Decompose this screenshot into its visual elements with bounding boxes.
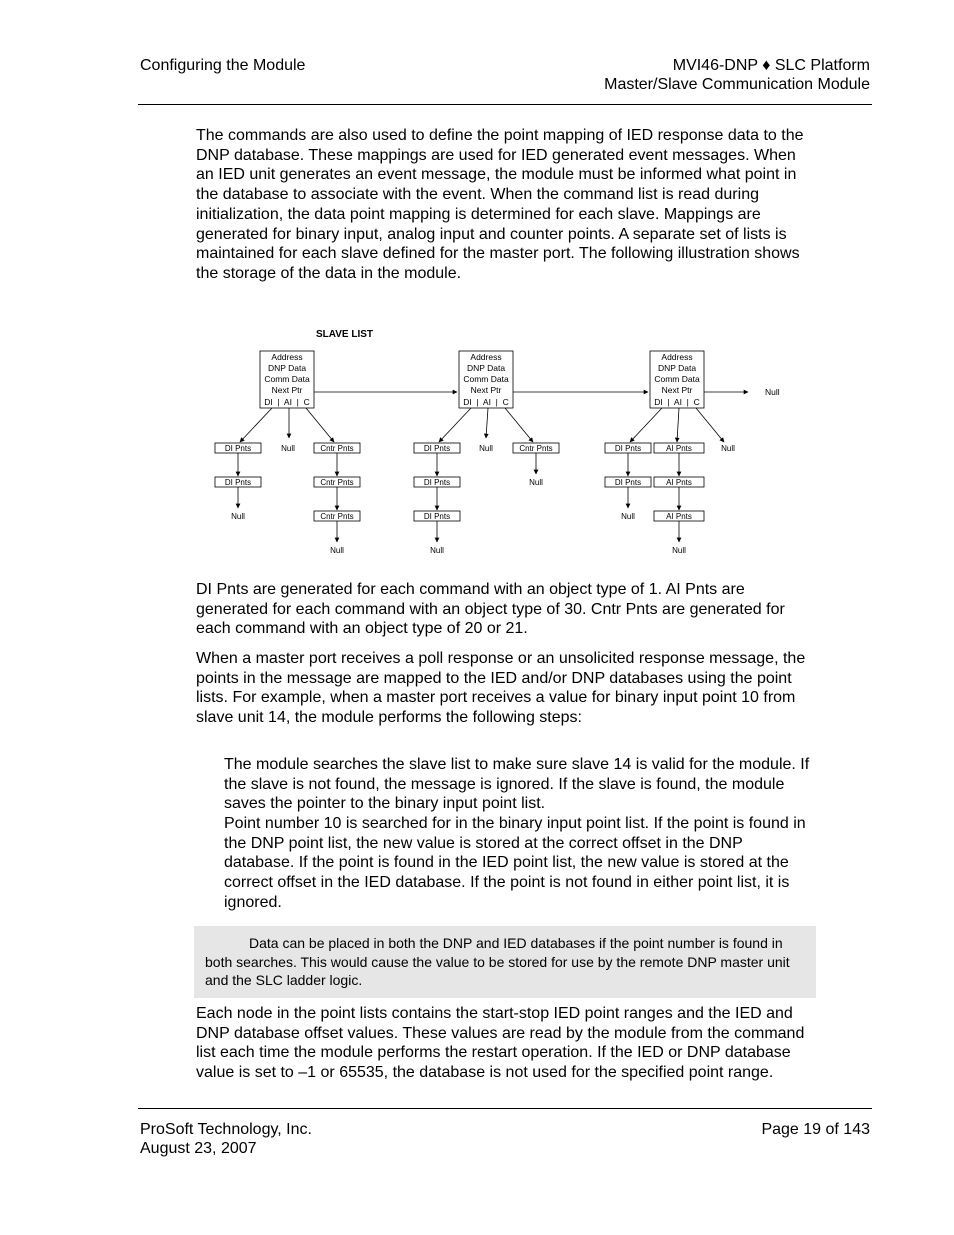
svg-text:DI Pnts: DI Pnts	[423, 444, 451, 453]
step-search-point: Point number 10 is searched for in the binary input point list. If the point is found in the DNP point list, the new value is stored at the correct offset in the DNP database. If the point is found in the IED point list, the new value is stored at the correct offset in the IED database. If the point is not found in either point list, it is ignored.	[224, 815, 806, 911]
svg-text:Cntr Pnts: Cntr Pnts	[519, 444, 553, 453]
footer-rule	[138, 1108, 872, 1109]
slave1-di-column	[215, 443, 261, 521]
slave1-ai-null: Null	[281, 444, 295, 453]
footer-left	[140, 1120, 312, 1158]
paragraph-master-port: When a master port receives a poll response or an unsolicited response message, the points in the message are mapped to the IED and/or DNP databases using the point lists. For example, when a master port receives a value for binary input point 10 from slave unit 14, the module performs the following steps:	[196, 650, 806, 727]
svg-text:Null: Null	[430, 546, 444, 555]
svg-text:Next Ptr: Next Ptr	[470, 385, 502, 395]
svg-text:DI Pnts: DI Pnts	[423, 478, 451, 487]
paragraph-point-list-nodes: Each node in the point lists contains the start-stop IED point ranges and the IED and DNP database offset values. These values are read by the module from the command list each time the module performs the restart operation. If the IED or DNP database value is set to –1 or 65535, the database is not used for the specified point range.	[196, 1005, 805, 1082]
svg-text:DI Pnts: DI Pnts	[614, 478, 642, 487]
footer-company: ProSoft Technology, Inc.	[140, 1121, 312, 1138]
slave3-ai-column	[654, 443, 704, 555]
svg-text:DI Pnts: DI Pnts	[224, 444, 252, 453]
svg-text:Address: Address	[470, 352, 502, 362]
svg-text:Null: Null	[529, 478, 543, 487]
slave1-cntr-column	[314, 443, 360, 555]
svg-text:Cntr Pnts: Cntr Pnts	[320, 512, 354, 521]
svg-text:Address: Address	[661, 352, 693, 362]
svg-text:DI | AI | C: DI | AI | C	[264, 397, 310, 407]
header-section-title: Configuring the Module	[140, 57, 306, 74]
note-box	[194, 926, 816, 998]
note-text: Data can be placed in both the DNP and IED databases if the point number is found in both searches. This would cause the value to be stored for use by the remote DNP master unit and the SLC ladder logic.	[205, 935, 790, 988]
slave-node-1	[260, 351, 314, 408]
svg-text:Cntr Pnts: Cntr Pnts	[320, 444, 354, 453]
diagram-title: SLAVE LIST	[316, 329, 374, 340]
svg-text:Next Ptr: Next Ptr	[271, 385, 303, 395]
svg-text:Comm Data: Comm Data	[264, 374, 310, 384]
footer-date: August 23, 2007	[140, 1140, 257, 1157]
slave3-c-null: Null	[721, 444, 735, 453]
slave3-di-column	[605, 443, 651, 521]
step-search-slave: The module searches the slave list to make sure slave 14 is valid for the module. If the slave is not found, the message is ignored. If the slave is found, the module saves the pointer to the binary input point list.	[224, 756, 810, 813]
slave-list-diagram	[210, 322, 800, 562]
header-product-line2: Master/Slave Communication Module	[604, 76, 870, 93]
svg-text:Next Ptr: Next Ptr	[661, 385, 693, 395]
svg-text:Null: Null	[330, 546, 344, 555]
svg-text:Null: Null	[231, 512, 245, 521]
svg-text:Comm Data: Comm Data	[654, 374, 700, 384]
paragraph-point-types: DI Pnts are generated for each command with an object type of 1. AI Pnts are generated for each command with an object type of 30. Cntr Pnts are generated for each command with an object type of 20 or 21.	[196, 581, 785, 638]
header-product-line1: MVI46-DNP ♦ SLC Platform	[672, 57, 870, 74]
svg-text:DI Pnts: DI Pnts	[224, 478, 252, 487]
null-label-end: Null	[765, 387, 780, 397]
svg-text:DI | AI | C: DI | AI | C	[463, 397, 509, 407]
footer-page-number: Page 19 of 143	[761, 1121, 870, 1138]
slave2-ai-null: Null	[479, 444, 493, 453]
svg-text:Address: Address	[271, 352, 303, 362]
svg-text:DNP Data: DNP Data	[657, 363, 697, 373]
svg-text:Null: Null	[621, 512, 635, 521]
svg-text:Cntr Pnts: Cntr Pnts	[320, 478, 354, 487]
paragraph-point-mapping: The commands are also used to define the point mapping of IED response data to the DNP database. These mappings are used for IED generated event messages. When an IED unit generates an event message, the module must be informed what point in the database to associate with the event. When the command list is read during initialization, the data point mapping is determined for each slave. Mappings are generated for binary input, analog input and counter points. A separate set of lists is maintained for each slave defined for the master port. The following illustration shows the storage of the data in the module.	[196, 127, 804, 282]
svg-text:Comm Data: Comm Data	[463, 374, 509, 384]
svg-text:DI Pnts: DI Pnts	[614, 444, 642, 453]
slave2-cntr-column	[513, 443, 559, 487]
svg-text:Null: Null	[672, 546, 686, 555]
svg-text:AI Pnts: AI Pnts	[666, 478, 692, 487]
header-product	[604, 56, 870, 94]
header-rule	[138, 104, 872, 105]
slave2-di-column	[414, 443, 460, 555]
slave-node-3	[650, 351, 704, 408]
svg-text:AI Pnts: AI Pnts	[666, 444, 692, 453]
svg-text:DI Pnts: DI Pnts	[423, 512, 451, 521]
slave-node-2	[459, 351, 513, 408]
svg-text:DNP Data: DNP Data	[466, 363, 506, 373]
svg-text:AI Pnts: AI Pnts	[666, 512, 692, 521]
svg-text:DNP Data: DNP Data	[267, 363, 307, 373]
svg-text:DI | AI | C: DI | AI | C	[654, 397, 700, 407]
slave-list-svg	[210, 322, 800, 562]
